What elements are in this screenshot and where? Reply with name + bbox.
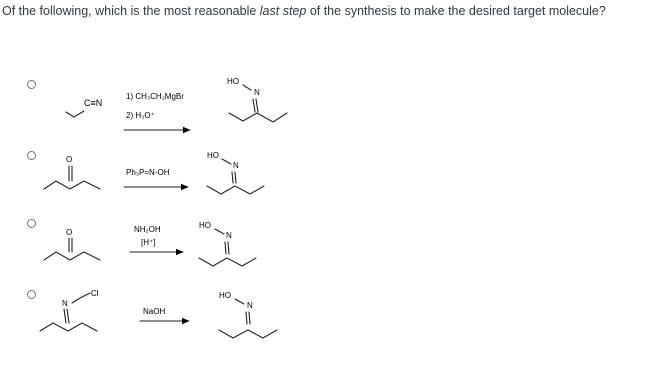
option-3-reagent-line-1: NH₂OH xyxy=(134,225,161,234)
option-1-product-ho-label: HO xyxy=(227,77,239,86)
option-2-product-n-label: N xyxy=(233,161,239,170)
option-1-reagents xyxy=(126,92,184,120)
option-3-reactant-ketone xyxy=(44,228,100,260)
option-2-reagent-line-1: Ph₃P=N-OH xyxy=(126,168,170,177)
option-4-product-oxime xyxy=(219,291,277,338)
option-4-reactant-cl-label: Cl xyxy=(91,289,99,298)
option-1-reactant-label: C≡N xyxy=(84,98,103,108)
option-4-product-n-label: N xyxy=(247,301,253,310)
question-text-start: Of the following, which is the most reasonable xyxy=(2,4,260,18)
option-4-reactant-chloroimine xyxy=(40,289,99,331)
option-2-reactant-o-label: O xyxy=(66,155,73,164)
option-4-reactant-n-label: N xyxy=(62,299,68,308)
option-3-reactant-o-label: O xyxy=(66,228,73,237)
option-3-scheme xyxy=(44,221,256,266)
option-1-product-n-label: N xyxy=(254,88,260,97)
option-2-reactant-ketone xyxy=(44,155,100,189)
option-4-scheme xyxy=(40,289,277,338)
question-text-end: of the synthesis to make the desired target molecule? xyxy=(306,4,606,18)
option-3-product-n-label: N xyxy=(226,231,232,240)
option-1-reagent-line-2: 2) H₃O⁺ xyxy=(126,111,155,120)
option-4-product-ho-label: HO xyxy=(219,291,231,300)
option-2-scheme xyxy=(44,151,264,194)
option-1-scheme xyxy=(66,77,287,130)
option-1-reagent-line-1: 1) CH₃CH₂MgBr xyxy=(126,92,184,101)
option-3-reagent-line-2: [H⁺] xyxy=(141,238,156,247)
option-2-product-ho-label: HO xyxy=(207,151,219,160)
option-4-reagents xyxy=(143,307,165,316)
option-4-reagent-line-1: NaOH xyxy=(143,307,166,316)
option-2-reagents xyxy=(126,168,170,177)
option-1-reactant-nitrile xyxy=(66,98,102,117)
option-3-product-oxime xyxy=(199,221,256,266)
option-3-reagents xyxy=(134,225,161,247)
option-2-product-oxime xyxy=(207,151,264,194)
option-1-product-oxime xyxy=(227,77,287,122)
option-3-product-ho-label: HO xyxy=(199,221,211,230)
question-emphasis: last step xyxy=(259,4,307,18)
